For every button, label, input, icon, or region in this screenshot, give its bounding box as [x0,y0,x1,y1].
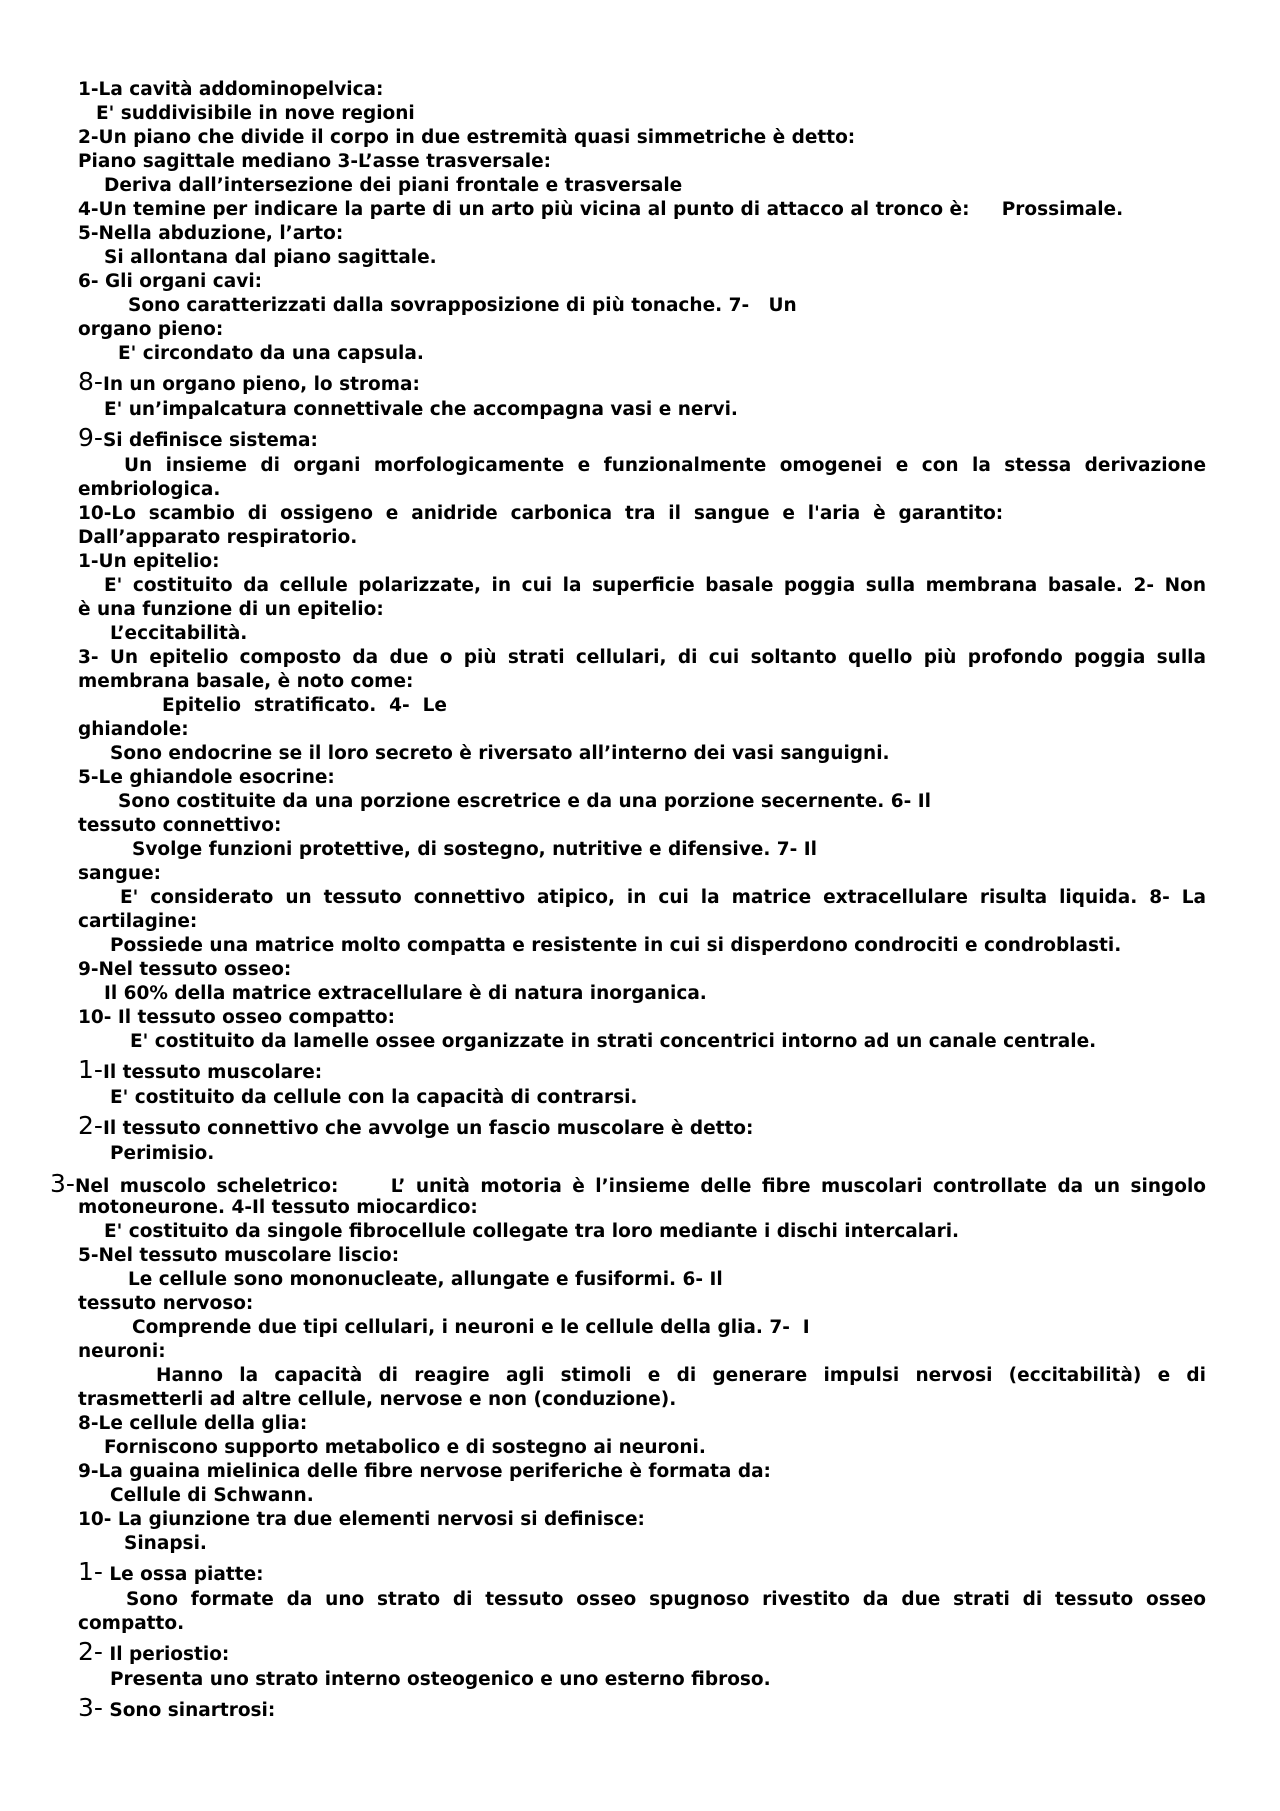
line-text: 1-La cavità addominopelvica: [78,79,384,100]
line-text: L’eccitabilità. [110,623,248,644]
line-text: 10- La giunzione tra due elementi nervosi si definisce: [78,1509,645,1530]
line-text: Comprende due tipi cellulari, i neuroni e le cellule della glia. 7- I [132,1317,810,1338]
text-line [78,502,1206,526]
text-line [78,1086,1238,1110]
item-number: 1- [78,1055,103,1084]
line-text: motoneurone. 4-Il tessuto miocardico: [78,1197,478,1218]
line-text: 6- Gli organi cavi: [78,271,263,292]
text-line [78,646,1206,670]
text-line [78,398,1232,422]
text-line [78,1412,1206,1436]
line-text: Sono costituite da una porzione escretrice e da una porzione secernente. 6- Il [118,791,931,812]
text-line [78,934,1238,958]
text-line [78,1364,1206,1388]
text-line [78,574,1206,598]
text-line [78,1030,1258,1054]
item-number: 2- [78,1637,103,1666]
text-line [78,342,1246,366]
line-text: 10- Il tessuto osseo compatto: [78,1007,396,1028]
text-line [78,622,1238,646]
line-text: Sono caratterizzati dalla sovrapposizione di più tonache. 7- Un [128,295,797,316]
line-text: Cellule di Schwann. [110,1485,314,1506]
text-line [78,198,1206,222]
line-text: tessuto connettivo: [78,815,282,836]
text-line [78,1316,1260,1340]
item-number: 3- [50,1169,75,1198]
line-text: 5-Le ghiandole esocrine: [78,767,335,788]
line-text: Deriva dall’intersezione dei piani frontale e trasversale [104,175,683,196]
line-text: 3- Un epitelio composto da due o più strati cellulari, di cui soltanto quello più profondo poggia sulla [78,647,1206,668]
line-text: 9-La guaina mielinica delle fibre nervose periferiche è formata da: [78,1461,771,1482]
line-text: Sono sinartrosi: [102,1700,276,1721]
text-line [78,790,1246,814]
text-line [78,1244,1206,1268]
text-line [78,1612,1206,1636]
text-line [78,550,1206,574]
line-text: E' costituito da singole fibrocellule collegate tra loro mediante i dischi intercalari. [104,1221,960,1242]
text-line [78,1340,1206,1364]
line-text: E' costituito da cellule polarizzate, in cui la superficie basale poggia sulla membrana basale. 2- Non [104,575,1206,596]
text-line [78,246,1232,270]
text-line [78,910,1206,934]
text-line [78,598,1206,622]
text-line [78,1268,1256,1292]
item-number: 9- [78,423,103,452]
text-line [78,1055,1206,1084]
line-text: Un insieme di organi morfologicamente e funzionalmente omogenei e con la stessa derivazione [124,455,1206,476]
item-number: 2- [78,1111,103,1140]
line-text: Nel muscolo scheletrico: L’ unità motoria è l’insieme delle fibre muscolari controllate da un singolo [74,1176,1206,1197]
text-line [78,742,1238,766]
text-line [78,1388,1206,1412]
line-text: Possiede una matrice molto compatta e resistente in cui si disperdono condrociti e condroblasti. [110,935,1122,956]
line-text: Piano sagittale mediano 3-L’asse trasversale: [78,151,552,172]
line-text: E' circondato da una capsula. [118,343,424,364]
text-line [78,670,1206,694]
text-line [78,886,1206,910]
text-line [78,958,1206,982]
text-line [78,1006,1206,1030]
text-line [78,270,1206,294]
text-line [78,1292,1206,1316]
line-text: Sono formate da uno strato di tessuto osseo spugnoso rivestito da due strati di tessuto osseo [126,1589,1206,1610]
line-text: è una funzione di un epitelio: [78,599,384,620]
line-text: Forniscono supporto metabolico e di sostegno ai neuroni. [104,1437,706,1458]
text-line [78,694,1280,718]
line-text: Epitelio stratificato. 4- Le [162,695,447,716]
line-text: Le ossa piatte: [102,1564,264,1585]
text-line [78,1693,1206,1722]
text-line [78,318,1206,342]
text-line [78,126,1206,150]
line-text: E' un’impalcatura connettivale che accompagna vasi e nervi. [104,399,738,420]
text-line [78,862,1206,886]
text-line [78,78,1206,102]
line-text: Il tessuto muscolare: [102,1062,323,1083]
text-line [78,1142,1238,1166]
text-line [78,102,1224,126]
text-line [78,1220,1232,1244]
line-text: Svolge funzioni protettive, di sostegno, nutritive e difensive. 7- Il [132,839,817,860]
line-text: embriologica. [78,479,221,500]
line-text: neuroni: [78,1341,166,1362]
line-text: Si allontana dal piano sagittale. [104,247,437,268]
line-text: Sinapsi. [124,1533,207,1554]
line-text: ghiandole: [78,719,189,740]
line-text: 10-Lo scambio di ossigeno e anidride carbonica tra il sangue e l'aria è garantito: [78,503,1004,524]
item-number: 1- [78,1557,103,1586]
text-line [78,454,1206,478]
line-text: 1-Un epitelio: [78,551,220,572]
line-text: Il 60% della matrice extracellulare è di natura inorganica. [104,983,707,1004]
text-line [78,1111,1206,1140]
line-text: Si definisce sistema: [102,430,318,451]
text-line [78,1196,1206,1220]
text-line [78,1557,1206,1586]
line-text: Dall’apparato respiratorio. [78,527,358,548]
line-text: 2-Un piano che divide il corpo in due estremità quasi simmetriche è detto: [78,127,856,148]
item-number: 8- [78,367,103,396]
text-line [78,150,1206,174]
line-text: 5-Nel tessuto muscolare liscio: [78,1245,400,1266]
text-line [78,478,1206,502]
line-text: E' costituito da lamelle ossee organizzate in strati concentrici intorno ad un canale centrale. [130,1031,1097,1052]
text-line [78,1637,1206,1666]
line-text: cartilagine: [78,911,198,932]
text-line [78,1460,1206,1484]
text-line [78,1532,1252,1556]
line-text: membrana basale, è noto come: [78,671,414,692]
text-line [78,1436,1232,1460]
line-text: Il tessuto connettivo che avvolge un fascio muscolare è detto: [102,1118,754,1139]
line-text: E' considerato un tessuto connettivo atipico, in cui la matrice extracellulare risulta liquida. 8- La [120,887,1206,908]
line-text: E' costituito da cellule con la capacità di contrarsi. [110,1087,638,1108]
line-text: 9-Nel tessuto osseo: [78,959,292,980]
text-line [78,1588,1206,1612]
text-line [78,1508,1206,1532]
text-line [78,294,1256,318]
text-line [78,423,1206,452]
text-line [78,814,1206,838]
line-text: Hanno la capacità di reagire agli stimoli e di generare impulsi nervosi (eccitabilità) e di [156,1365,1206,1386]
line-text: 5-Nella abduzione, l’arto: [78,223,344,244]
text-line [78,174,1232,198]
text-line [78,367,1206,396]
text-line [78,766,1206,790]
line-text: tessuto nervoso: [78,1293,254,1314]
line-text: trasmetterli ad altre cellule, nervose e non (conduzione). [78,1389,677,1410]
line-text: Presenta uno strato interno osteogenico e uno esterno fibroso. [110,1669,771,1690]
text-line [78,526,1206,550]
line-text: Perimisio. [110,1143,215,1164]
item-number: 3- [78,1693,103,1722]
text-line [78,1484,1238,1508]
line-text: compatto. [78,1613,185,1634]
text-line [50,1169,1206,1198]
line-text: Il periostio: [102,1644,230,1665]
line-text: 8-Le cellule della glia: [78,1413,308,1434]
text-line [78,838,1260,862]
text-line [78,982,1232,1006]
line-text: organo pieno: [78,319,224,340]
line-text: Le cellule sono mononucleate, allungate e fusiformi. 6- Il [128,1269,723,1290]
line-text: Sono endocrine se il loro secreto è riversato all’interno dei vasi sanguigni. [110,743,890,764]
line-text: E' suddivisibile in nove regioni [96,103,415,124]
text-line [78,718,1206,742]
text-line [78,222,1206,246]
line-text: In un organo pieno, lo stroma: [102,374,420,395]
text-line [78,1668,1238,1692]
line-text: 4-Un temine per indicare la parte di un arto più vicina al punto di attacco al tronco è: Prossimale. [78,199,1124,220]
line-text: sangue: [78,863,162,884]
